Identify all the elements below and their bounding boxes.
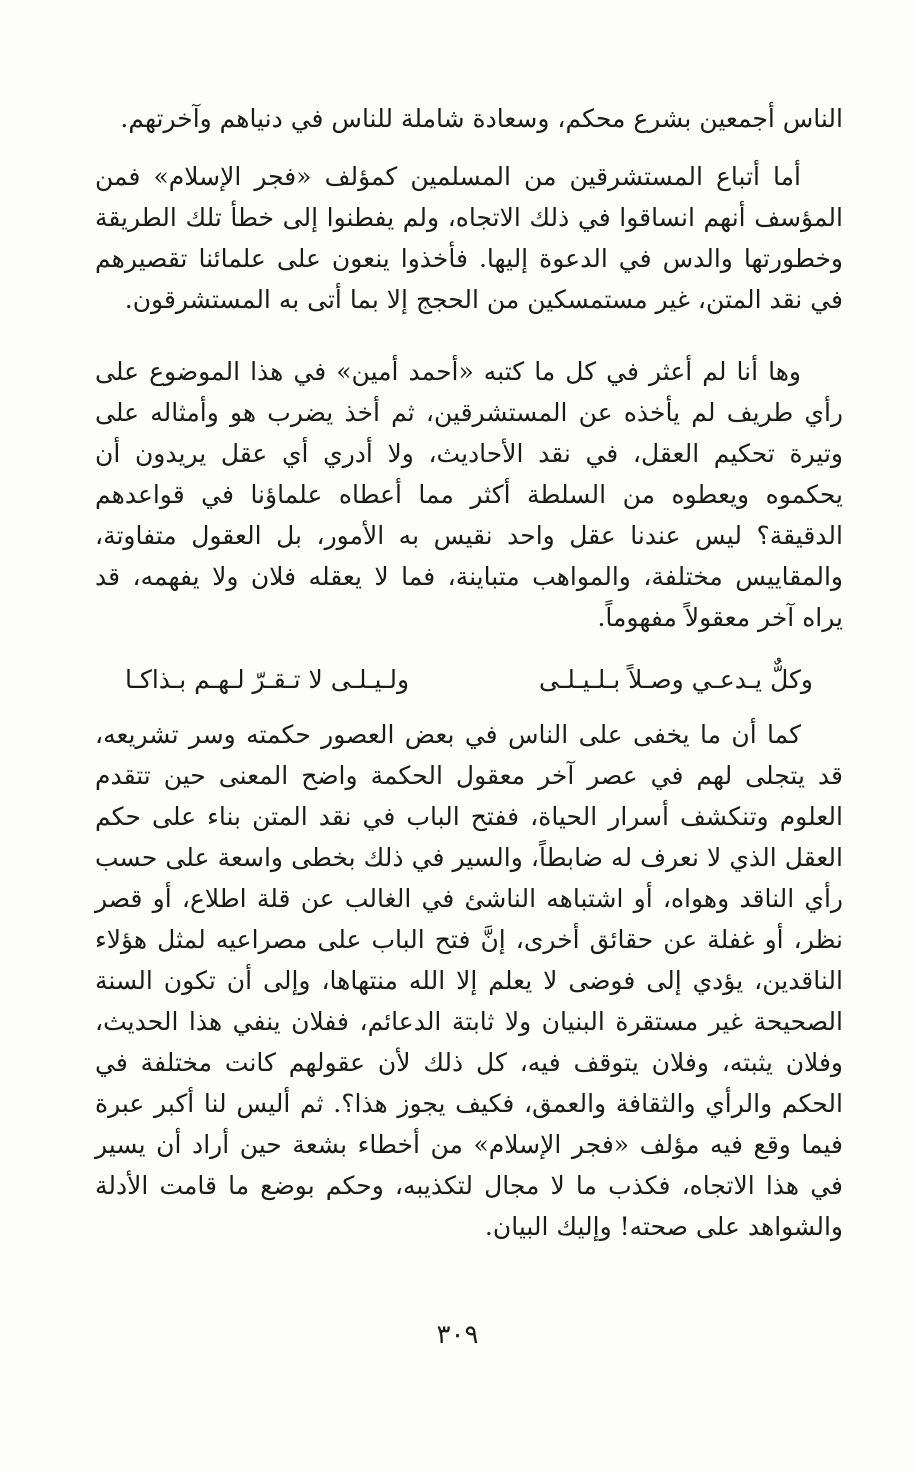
page-number: ٣٠٩ [436,1320,479,1350]
paragraph-hidden-wisdom: كما أن ما يخفى على الناس في بعض العصور حكمته وسر تشريعه، قد يتجلى لهم في عصر آخر معقول الحكمة واضح المعنى حين تتقدم العلوم وتنكشف أسرار الحياة، ففتح الباب في نقد المتن بناء على حكم العقل الذي لا نعرف له ضابطاً، والسير في ذلك بخطى واسعة على حسب رأي الناقد وهواه، أو اشتباهه الناشئ في الغالب عن قلة اطلاع، أو قصر نظر، أو غفلة عن حقائق أخرى، إنَّ فتح الباب على مصراعيه لمثل هؤلاء الناقدين، يؤدي إلى فوضى لا يعلم إلا الله منتهاها، وإلى أن تكون السنة الصحيحة غير مستقرة البنيان ولا ثابتة الدعائم، ففلان ينفي هذا الحديث، وفلان يثبته، وفلان يتوقف فيه، كل ذلك لأن عقولهم كانت مختلفة في الحكم والرأي والثقافة والعمق، فكيف يجوز هذا؟. ثم أليس لنا أكبر عبرة فيما وقع فيه مؤلف «فجر الإسلام» من أخطاء بشعة حين أراد أن يسير في هذا الاتجاه، فكذب ما لا مجال لتكذيبه، وحكم بوضع ما قامت الأدلة والشواهد على صحته! وإليك البيان. [95,720,843,1241]
paragraph-ahmad-amin: وها أنا لم أعثر في كل ما كتبه «أحمد أمين» في هذا الموضوع على رأي طريف لم يأخذه عن المستشرقين، ثم أخذ يضرب هو وأمثاله على وتيرة تحكيم العقل، في نقد الأحاديث، ولا أدري أي عقل يريدون أن يحكموه ويعطوه من السلطة أكثر مما أعطاه علماؤنا في قواعدهم الدقيقة؟ ليس عندنا عقل واحد نقيس به الأمور، بل العقول متفاوتة، والمقاييس مختلفة، والمواهب متباينة، فما لا يعقله فلان ولا يفهمه، قد يراه آخر معقولاً مفهوماً. [95,357,843,632]
poetry-verse [95,659,843,701]
verse-second-hemistich: ولـيـلـى لا تـقـرّ لـهـم بـذاكـا [125,665,410,694]
paragraph-continuation: الناس أجمعين بشرع محكم، وسعادة شاملة للناس في دنياهم وآخرتهم. [120,104,843,133]
verse-first-hemistich: وكلٌّ يـدعـي وصـلاً بـلـيـلـى [539,665,813,694]
paragraph-orientalist-followers: أما أتباع المستشرقين من المسلمين كمؤلف «فجر الإسلام» فمن المؤسف أنهم انساقوا في ذلك الاتجاه، ولم يفطنوا إلى خطأ تلك الطريقة وخطورتها والدس في الدعوة إليها. فأخذوا ينعون على علمائنا تقصيرهم في نقد المتن، غير مستمسكين من الحجج إلا بما أتى به المستشرقون. [95,162,843,314]
